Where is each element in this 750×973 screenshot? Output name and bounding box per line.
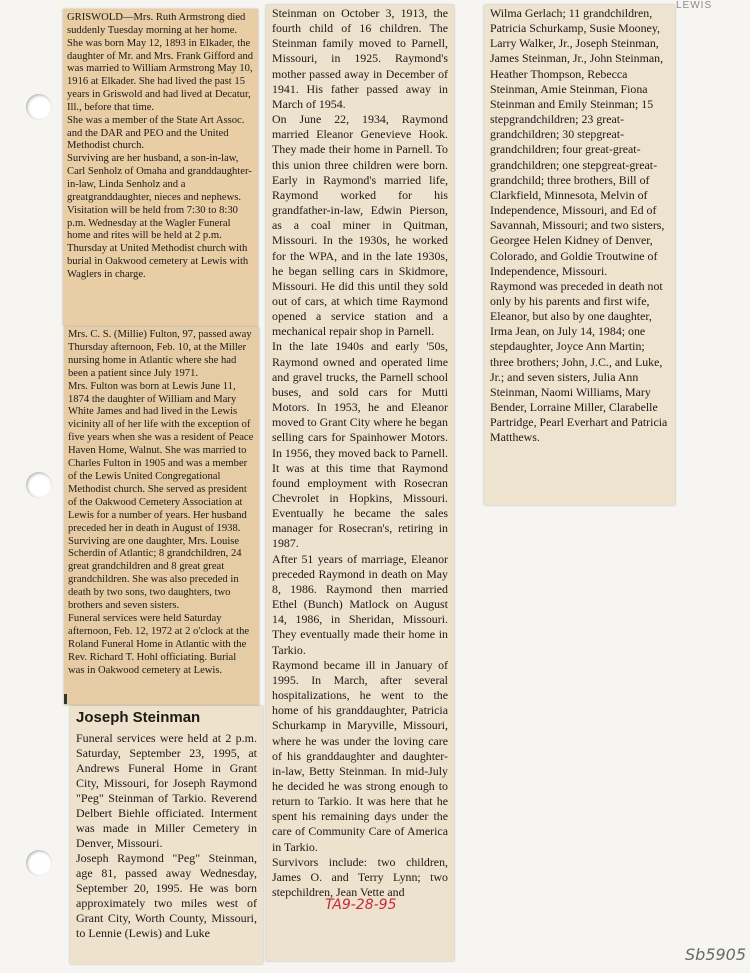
steinman-column-2: Steinman on October 3, 1913, the fourth child of 16 children. The Steinman family moved to Parnell, Missouri, in 1925. Raymond's mother passed away in December of 1941. His father passed away in March of 1954. On June 22, 1934, Raymond married Eleanor Genevieve Hook. They made their home in Parnell. To this union three children were born. Early in Raymond's married life, Raymond worked for his grandfather-in-law, Edwin Pierson, as a coal miner in Quitman, Missouri. In the 1930s, he worked for the WPA, and in the late 1930s, he began selling cars in Skidmore, Missouri. He did this until they sold out of cars, at which time Raymond opened a service station and a mechanical repair shop in Parnell. In the late 1940s and early '50s, Raymond owned and operated lime and gravel trucks, the Parnell school buses, and sold cars for Mutti Motors. In 1953, he and Eleanor moved to Grant City where he began selling cars for Spainhower Motors. In 1956, they moved back to Parnell. It was at this time that Raymond found employment with Rosecran Chevrolet in Hopkins, Missouri. Eventually he became the sales manager for Rosecran's, retiring in 1987. After 51 years of marriage, Eleanor preceded Raymond in death on May 8, 1986. Raymond then married Ethel (Bunch) Matlock on August 14, 1986, in Sheridan, Missouri. They eventually made their home in Tarkio. Raymond became ill in January of 1995. In March, after several hospitalizations, he went to the home of his granddaughter, Patricia Schurkamp in Maryville, Missouri, where he was under the loving care of his granddaughter and daughter-in-law, Betty Steinman. In mid-July he decided he was strong enough to return to Tarkio. It was here that he spent his remaining days under the care of Community Care of America in Tarkio. Survivors include: two children, James O. and Terry Lynn; two stepchildren, Jean Vette and xyxy=(272,6,448,900)
griswold-obituary-text: GRISWOLD—Mrs. Ruth Armstrong died suddenly Tuesday morning at her home. She was born May 12, 1893 in Elkader, the daughter of Mr. and Mrs. Frank Gifford and was married to William Armstrong May 10, 1916 at Elkader. She had lived the past 15 years in Griswold and had lived at Decatur, Ill., before that time. She was a member of the State Art Assoc. and the DAR and PEO and the United Methodist church. Surviving are her husband, a son-in-law, Carl Senholz of Omaha and granddaughter-in-law, Linda Senholz and a greatgranddaughter, nieces and nephews. Visitation will be held from 7:30 to 8:30 p.m. Wednesday at the Wagler Funeral home and rites will be held at 2 p.m. Thursday at United Methodist church with burial in Oakwood cemetery at Lewis with Waglers in charge. xyxy=(67,12,254,280)
steinman-column-2-clipping xyxy=(266,5,454,961)
steinman-headline: Joseph Steinman xyxy=(76,709,201,726)
handwritten-lewis-note: LEWIS xyxy=(676,0,713,11)
fulton-obituary-text: Mrs. C. S. (Millie) Fulton, 97, passed away Thursday afternoon, Feb. 10, at the Miller nursing home in Atlantic where she had been a patient since July 1971. Mrs. Fulton was born at Lewis June 11, 1874 the daughter of William and Mary White James and had lived in the Lewis vicinity all of her life with the exception of five years when she was a resident of Peace Haven Home, Walnut. She was married to Charles Fulton in 1905 and was a member of the Lewis United Congregational Methodist church. She served as president of the Oakwood Cemetery Association at Lewis for a number of years. Her husband preceded her in death in August of 1938. Surviving are one daughter, Mrs. Louise Scherdin of Atlantic; 8 grandchildren, 24 great grandchildren and 8 great great grandchildren. She was also preceded in death by two sons, two daughters, two brothers and seven sisters. Funeral services were held Saturday afternoon, Feb. 12, 1972 at 2 o'clock at the Roland Funeral Home in Atlantic with the Rev. Richard T. Hohl officiating. Burial was in Oakwood cemetery at Lewis. xyxy=(68,329,254,676)
fulton-obituary-clipping xyxy=(64,327,259,705)
steinman-column-3-clipping xyxy=(484,5,675,505)
clipping-edge-mark xyxy=(64,694,67,704)
handwritten-page-id: Sb5905 xyxy=(685,945,747,964)
steinman-obituary-clipping xyxy=(70,706,263,964)
griswold-obituary-clipping xyxy=(63,9,258,326)
handwritten-date-note: TA9-28-95 xyxy=(325,897,397,913)
steinman-column-3: Wilma Gerlach; 11 grandchildren, Patricia Schurkamp, Susie Mooney, Larry Walker, Jr., Joseph Steinman, James Steinman, Jr., John Steinman, Heather Thompson, Rebecca Steinman, Amie Steinman, Fiona Steinman and Emily Steinman; 15 stepgrandchildren; 23 great-grandchildren; 30 stepgreat-grandchildren; four great-great-grandchildren; one stepgreat-great-grandchild; three brothers, Bill of Clarkfield, Minnesota, Melvin of Independence, Missouri, and Ed of Savannah, Missouri; and two sisters, Georgee Helen Kidney of Denver, Colorado, and Goldie Troutwine of Independence, Missouri. Raymond was preceded in death not only by his parents and first wife, Eleanor, but also by one daughter, Irma Jean, on July 14, 1984; one stepdaughter, Joyce Ann Martin; three brothers; John, J.C., and Luke, Jr.; and seven sisters, Julia Ann Steinman, Naomi Williams, Mary Bender, Lorraine Miller, Clarabelle Partridge, Pearl Everhart and Patricia Matthews. xyxy=(490,6,668,445)
binder-hole xyxy=(26,850,52,876)
binder-hole xyxy=(26,472,52,498)
steinman-column-1: Funeral services were held at 2 p.m. Saturday, September 23, 1995, at Andrews Funeral Home in Grant City, Missouri, for Joseph Raymond "Peg" Steinman of Tarkio. Reverend Delbert Biehle officiated. Interment was made in Miller Cemetery in Denver, Missouri. Joseph Raymond "Peg" Steinman, age 81, passed away Wednesday, September 20, 1995. He was born approximately two miles west of Grant City, Worth County, Missouri, to Lennie (Lewis) and Luke xyxy=(76,731,257,940)
binder-hole xyxy=(26,94,52,120)
